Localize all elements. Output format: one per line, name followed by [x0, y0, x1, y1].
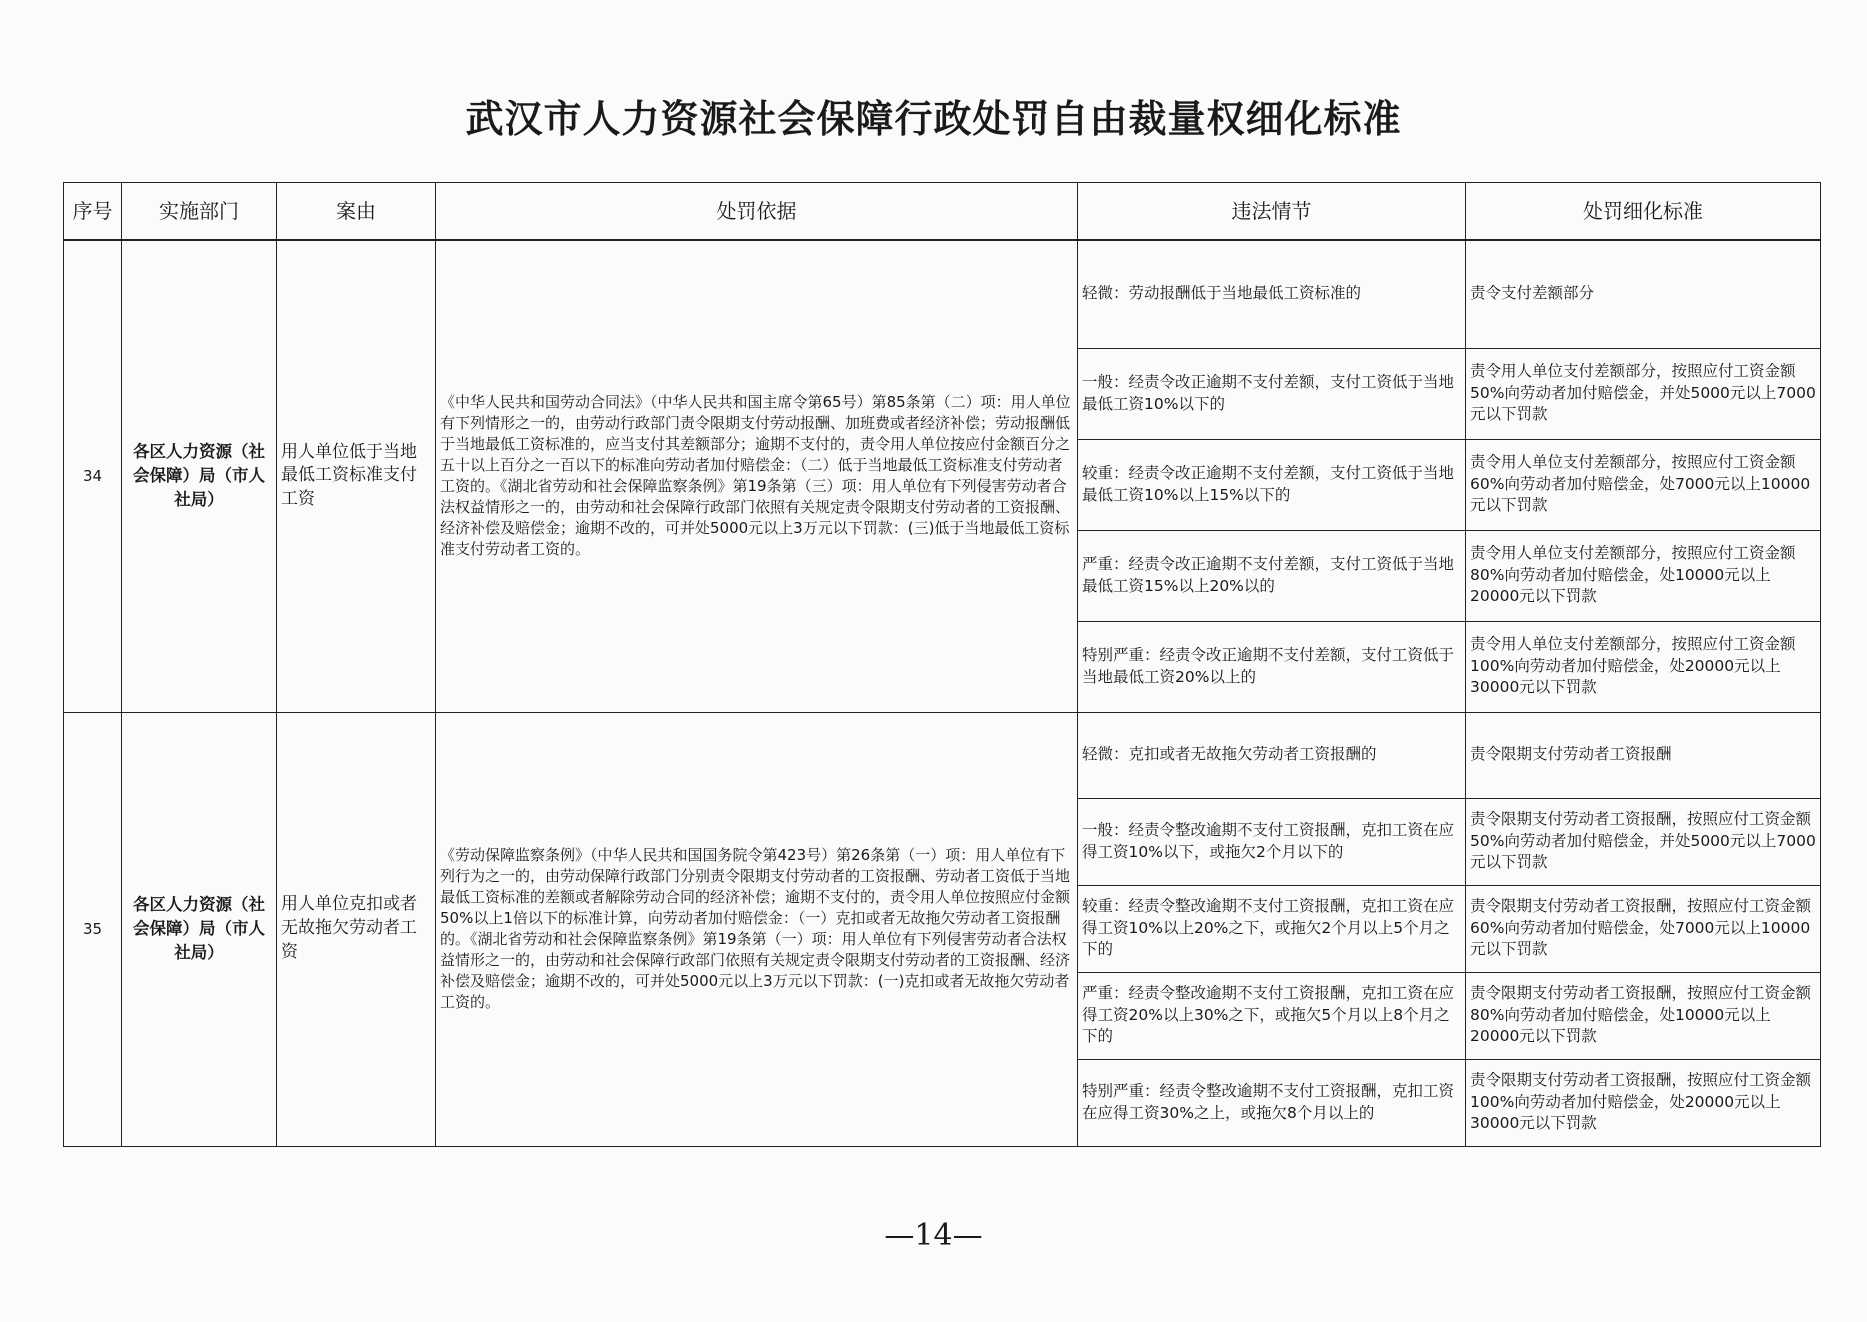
- situation-cell: 一般：经责令整改逾期不支付工资报酬，克扣工资在应得工资10%以下，或拖欠2个月以下的: [1078, 798, 1466, 885]
- table-row: [64, 240, 1821, 348]
- row-dept: 各区人力资源（社会保障）局（市人社局）: [122, 240, 277, 712]
- situation-cell: 严重：经责令改正逾期不支付差额，支付工资低于当地最低工资15%以上20%以的: [1078, 530, 1466, 621]
- penalty-cell: 责令限期支付劳动者工资报酬，按照应付工资金额50%向劳动者加付赔偿金，并处5000元以上7000元以下罚款: [1466, 798, 1821, 885]
- penalty-cell: 责令限期支付劳动者工资报酬，按照应付工资金额80%向劳动者加付赔偿金，处10000元以上20000元以下罚款: [1466, 972, 1821, 1059]
- penalty-cell: 责令支付差额部分: [1466, 240, 1821, 348]
- header-cause: 案由: [277, 183, 436, 241]
- situation-cell: 特别严重：经责令改正逾期不支付差额，支付工资低于当地最低工资20%以上的: [1078, 621, 1466, 712]
- header-situation: 违法情节: [1078, 183, 1466, 241]
- penalty-cell: 责令限期支付劳动者工资报酬: [1466, 712, 1821, 798]
- header-seq: 序号: [64, 183, 122, 241]
- penalty-cell: 责令用人单位支付差额部分，按照应付工资金额100%向劳动者加付赔偿金，处20000元以上30000元以下罚款: [1466, 621, 1821, 712]
- situation-cell: 严重：经责令整改逾期不支付工资报酬，克扣工资在应得工资20%以上30%之下，或拖欠5个月以上8个月之下的: [1078, 972, 1466, 1059]
- header-dept: 实施部门: [122, 183, 277, 241]
- situation-cell: 较重：经责令整改逾期不支付工资报酬，克扣工资在应得工资10%以上20%之下，或拖欠2个月以上5个月之下的: [1078, 885, 1466, 972]
- document-title: 武汉市人力资源社会保障行政处罚自由裁量权细化标准: [465, 96, 1402, 141]
- row-basis: 《中华人民共和国劳动合同法》（中华人民共和国主席令第65号）第85条第（二）项：用人单位有下列情形之一的，由劳动行政部门责令限期支付劳动报酬、加班费或者经济补偿；劳动报酬低于当地最低工资标准的，应当支付其差额部分；逾期不支付的，责令用人单位按应付金额百分之五十以上百分之一百以下的标准向劳动者加付赔偿金：（二）低于当地最低工资标准支付劳动者工资的。《湖北省劳动和社会保障监察条例》第19条第（三）项：用人单位有下列侵害劳动者合法权益情形之一的，由劳动和社会保障行政部门依照有关规定责令限期支付劳动者的工资报酬、经济补偿及赔偿金；逾期不改的，可并处5000元以上3万元以下罚款：(三)低于当地最低工资标准支付劳动者工资的。: [436, 240, 1078, 712]
- situation-cell: 一般：经责令改正逾期不支付差额，支付工资低于当地最低工资10%以下的: [1078, 348, 1466, 439]
- row-cause: 用人单位低于当地最低工资标准支付工资: [277, 240, 436, 712]
- row-cause: 用人单位克扣或者无故拖欠劳动者工资: [277, 712, 436, 1146]
- table-row: [64, 712, 1821, 798]
- row-seq: 34: [64, 240, 122, 712]
- row-dept: 各区人力资源（社会保障）局（市人社局）: [122, 712, 277, 1146]
- row-seq: 35: [64, 712, 122, 1146]
- situation-cell: 较重：经责令改正逾期不支付差额，支付工资低于当地最低工资10%以上15%以下的: [1078, 439, 1466, 530]
- penalty-cell: 责令用人单位支付差额部分，按照应付工资金额80%向劳动者加付赔偿金，处10000元以上20000元以下罚款: [1466, 530, 1821, 621]
- header-basis: 处罚依据: [436, 183, 1078, 241]
- row-basis: 《劳动保障监察条例》（中华人民共和国国务院令第423号）第26条第（一）项：用人单位有下列行为之一的，由劳动保障行政部门分别责令限期支付劳动者的工资报酬、劳动者工资低于当地最低工资标准的差额或者解除劳动合同的经济补偿；逾期不支付的，责令用人单位按照应付金额50%以上1倍以下的标准计算，向劳动者加付赔偿金：（一）克扣或者无故拖欠劳动者工资报酬的。《湖北省劳动和社会保障监察条例》第19条第（一）项：用人单位有下列侵害劳动者合法权益情形之一的，由劳动和社会保障行政部门依照有关规定责令限期支付劳动者的工资报酬、经济补偿及赔偿金；逾期不改的，可并处5000元以上3万元以下罚款：(一)克扣或者无故拖欠劳动者工资的。: [436, 712, 1078, 1146]
- situation-cell: 轻微：劳动报酬低于当地最低工资标准的: [1078, 240, 1466, 348]
- table-header-row: [64, 183, 1821, 241]
- header-penalty: 处罚细化标准: [1466, 183, 1821, 241]
- penalty-cell: 责令用人单位支付差额部分，按照应付工资金额60%向劳动者加付赔偿金，处7000元以上10000元以下罚款: [1466, 439, 1821, 530]
- situation-cell: 特别严重：经责令整改逾期不支付工资报酬，克扣工资在应得工资30%之上，或拖欠8个月以上的: [1078, 1059, 1466, 1146]
- penalty-cell: 责令用人单位支付差额部分，按照应付工资金额50%向劳动者加付赔偿金，并处5000元以上7000元以下罚款: [1466, 348, 1821, 439]
- page-number: —14—: [884, 1218, 983, 1253]
- penalty-cell: 责令限期支付劳动者工资报酬，按照应付工资金额100%向劳动者加付赔偿金，处20000元以上30000元以下罚款: [1466, 1059, 1821, 1146]
- penalty-cell: 责令限期支付劳动者工资报酬，按照应付工资金额60%向劳动者加付赔偿金，处7000元以上10000元以下罚款: [1466, 885, 1821, 972]
- penalty-standards-table: [63, 182, 1821, 1147]
- situation-cell: 轻微：克扣或者无故拖欠劳动者工资报酬的: [1078, 712, 1466, 798]
